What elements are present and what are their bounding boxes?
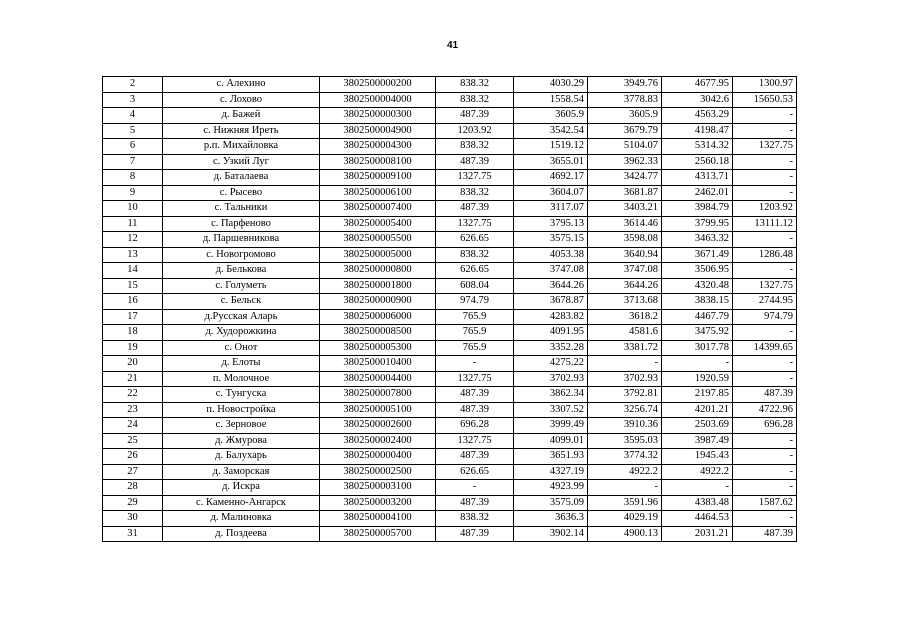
row-number-cell: 4 — [103, 108, 163, 124]
value-col-1-cell: 765.9 — [436, 309, 514, 325]
table-body — [103, 77, 797, 542]
value-col-4-cell: 4383.48 — [662, 495, 733, 511]
settlement-name-cell: д. Бажей — [163, 108, 320, 124]
value-col-5-cell: - — [733, 371, 797, 387]
value-col-2-cell: 3644.26 — [514, 278, 588, 294]
value-col-1-cell: 608.04 — [436, 278, 514, 294]
value-col-4-cell: 3017.78 — [662, 340, 733, 356]
settlement-code-cell: 3802500007800 — [320, 387, 436, 403]
settlement-name-cell: с. Новогромово — [163, 247, 320, 263]
value-col-4-cell: 1945.43 — [662, 449, 733, 465]
table-row — [103, 526, 797, 542]
value-col-5-cell: 1587.62 — [733, 495, 797, 511]
value-col-4-cell: 4313.71 — [662, 170, 733, 186]
settlement-code-cell: 3802500004900 — [320, 123, 436, 139]
table-row — [103, 325, 797, 341]
settlement-name-cell: с. Алехино — [163, 77, 320, 93]
value-col-4-cell: 2462.01 — [662, 185, 733, 201]
settlement-name-cell: с. Тальники — [163, 201, 320, 217]
settlement-code-cell: 3802500003200 — [320, 495, 436, 511]
settlement-name-cell: п. Новостройка — [163, 402, 320, 418]
row-number-cell: 23 — [103, 402, 163, 418]
value-col-4-cell: 5314.32 — [662, 139, 733, 155]
row-number-cell: 11 — [103, 216, 163, 232]
table-row — [103, 216, 797, 232]
settlement-name-cell: р.п. Михайловка — [163, 139, 320, 155]
settlement-name-cell: с. Онот — [163, 340, 320, 356]
row-number-cell: 22 — [103, 387, 163, 403]
value-col-3-cell: - — [588, 356, 662, 372]
table-row — [103, 356, 797, 372]
value-col-1-cell: 487.39 — [436, 387, 514, 403]
row-number-cell: 12 — [103, 232, 163, 248]
value-col-4-cell: 2560.18 — [662, 154, 733, 170]
row-number-cell: 21 — [103, 371, 163, 387]
value-col-2-cell: 3636.3 — [514, 511, 588, 527]
value-col-2-cell: 3999.49 — [514, 418, 588, 434]
table-row — [103, 449, 797, 465]
table-row — [103, 371, 797, 387]
row-number-cell: 14 — [103, 263, 163, 279]
value-col-1-cell: 838.32 — [436, 139, 514, 155]
value-col-4-cell: - — [662, 480, 733, 496]
value-col-5-cell: - — [733, 325, 797, 341]
table-row — [103, 154, 797, 170]
row-number-cell: 15 — [103, 278, 163, 294]
table-row — [103, 387, 797, 403]
value-col-5-cell: 487.39 — [733, 526, 797, 542]
value-col-4-cell: 2503.69 — [662, 418, 733, 434]
table-row — [103, 77, 797, 93]
value-col-3-cell: 3949.76 — [588, 77, 662, 93]
value-col-3-cell: 4922.2 — [588, 464, 662, 480]
settlement-code-cell: 3802500004100 — [320, 511, 436, 527]
value-col-5-cell: 15650.53 — [733, 92, 797, 108]
value-col-1-cell: 1327.75 — [436, 216, 514, 232]
settlement-code-cell: 3802500001800 — [320, 278, 436, 294]
value-col-4-cell: - — [662, 356, 733, 372]
value-col-5-cell: 13111.12 — [733, 216, 797, 232]
settlement-code-cell: 3802500004400 — [320, 371, 436, 387]
value-col-5-cell: 696.28 — [733, 418, 797, 434]
value-col-1-cell: 487.39 — [436, 449, 514, 465]
settlement-name-cell: д. Худорожкина — [163, 325, 320, 341]
value-col-1-cell: 1327.75 — [436, 371, 514, 387]
settlement-code-cell: 3802500004000 — [320, 92, 436, 108]
row-number-cell: 30 — [103, 511, 163, 527]
settlement-name-cell: с. Каменно-Ангарск — [163, 495, 320, 511]
settlement-name-cell: с. Голуметь — [163, 278, 320, 294]
row-number-cell: 31 — [103, 526, 163, 542]
table-row — [103, 418, 797, 434]
value-col-2-cell: 3678.87 — [514, 294, 588, 310]
value-col-1-cell: 838.32 — [436, 185, 514, 201]
page-number: 41 — [446, 40, 459, 51]
value-col-2-cell: 4692.17 — [514, 170, 588, 186]
value-col-1-cell: 487.39 — [436, 402, 514, 418]
table-row — [103, 263, 797, 279]
table-row — [103, 480, 797, 496]
row-number-cell: 18 — [103, 325, 163, 341]
settlement-code-cell: 3802500005000 — [320, 247, 436, 263]
row-number-cell: 29 — [103, 495, 163, 511]
value-col-5-cell: - — [733, 263, 797, 279]
settlement-name-cell: д. Жмурова — [163, 433, 320, 449]
row-number-cell: 25 — [103, 433, 163, 449]
value-col-1-cell: 765.9 — [436, 325, 514, 341]
table-row — [103, 170, 797, 186]
value-col-3-cell: 3605.9 — [588, 108, 662, 124]
value-col-1-cell: 487.39 — [436, 526, 514, 542]
value-col-1-cell: 838.32 — [436, 247, 514, 263]
settlement-code-cell: 3802500006000 — [320, 309, 436, 325]
value-col-2-cell: 3575.09 — [514, 495, 588, 511]
value-col-3-cell: 3792.81 — [588, 387, 662, 403]
value-col-2-cell: 3862.34 — [514, 387, 588, 403]
value-col-3-cell: 3595.03 — [588, 433, 662, 449]
value-col-3-cell: 3778.83 — [588, 92, 662, 108]
settlement-name-cell: с. Зерновое — [163, 418, 320, 434]
settlement-name-cell: д. Заморская — [163, 464, 320, 480]
value-col-3-cell: 3774.32 — [588, 449, 662, 465]
value-col-2-cell: 3542.54 — [514, 123, 588, 139]
table-row — [103, 309, 797, 325]
value-col-4-cell: 4922.2 — [662, 464, 733, 480]
row-number-cell: 24 — [103, 418, 163, 434]
row-number-cell: 6 — [103, 139, 163, 155]
value-col-5-cell: 14399.65 — [733, 340, 797, 356]
value-col-5-cell: 4722.96 — [733, 402, 797, 418]
row-number-cell: 5 — [103, 123, 163, 139]
settlement-code-cell: 3802500000900 — [320, 294, 436, 310]
settlement-name-cell: п. Молочное — [163, 371, 320, 387]
value-col-1-cell: 838.32 — [436, 77, 514, 93]
settlement-code-cell: 3802500010400 — [320, 356, 436, 372]
settlement-name-cell: с. Тунгуска — [163, 387, 320, 403]
row-number-cell: 16 — [103, 294, 163, 310]
settlement-code-cell: 3802500002500 — [320, 464, 436, 480]
value-col-5-cell: - — [733, 511, 797, 527]
value-col-3-cell: 3681.87 — [588, 185, 662, 201]
value-col-4-cell: 3506.95 — [662, 263, 733, 279]
value-col-2-cell: 1519.12 — [514, 139, 588, 155]
settlement-name-cell: д. Елоты — [163, 356, 320, 372]
value-col-2-cell: 4091.95 — [514, 325, 588, 341]
value-col-1-cell: 838.32 — [436, 511, 514, 527]
value-col-1-cell: 487.39 — [436, 154, 514, 170]
value-col-1-cell: 1327.75 — [436, 433, 514, 449]
value-col-4-cell: 3799.95 — [662, 216, 733, 232]
value-col-2-cell: 3902.14 — [514, 526, 588, 542]
value-col-3-cell: 3424.77 — [588, 170, 662, 186]
value-col-3-cell: 3598.08 — [588, 232, 662, 248]
value-col-5-cell: - — [733, 480, 797, 496]
settlement-code-cell: 3802500009100 — [320, 170, 436, 186]
value-col-4-cell: 1920.59 — [662, 371, 733, 387]
row-number-cell: 8 — [103, 170, 163, 186]
table-row — [103, 402, 797, 418]
value-col-1-cell: - — [436, 356, 514, 372]
value-col-4-cell: 4467.79 — [662, 309, 733, 325]
table-row — [103, 185, 797, 201]
value-col-5-cell: 1327.75 — [733, 278, 797, 294]
value-col-3-cell: 3640.94 — [588, 247, 662, 263]
value-col-3-cell: 4029.19 — [588, 511, 662, 527]
table-row — [103, 201, 797, 217]
settlement-code-cell: 3802500003100 — [320, 480, 436, 496]
value-col-4-cell: 3671.49 — [662, 247, 733, 263]
value-col-2-cell: 3655.01 — [514, 154, 588, 170]
table-row — [103, 495, 797, 511]
settlement-name-cell: д. Белькова — [163, 263, 320, 279]
value-col-1-cell: 1327.75 — [436, 170, 514, 186]
settlement-name-cell: с. Рысево — [163, 185, 320, 201]
settlement-name-cell: с. Парфеново — [163, 216, 320, 232]
value-col-3-cell: 4581.6 — [588, 325, 662, 341]
value-col-5-cell: - — [733, 170, 797, 186]
row-number-cell: 26 — [103, 449, 163, 465]
row-number-cell: 27 — [103, 464, 163, 480]
value-col-3-cell: 3403.21 — [588, 201, 662, 217]
value-col-4-cell: 4201.21 — [662, 402, 733, 418]
value-col-5-cell: - — [733, 433, 797, 449]
value-col-3-cell: 3747.08 — [588, 263, 662, 279]
row-number-cell: 3 — [103, 92, 163, 108]
value-col-3-cell: 3910.36 — [588, 418, 662, 434]
value-col-5-cell: 2744.95 — [733, 294, 797, 310]
value-col-1-cell: 974.79 — [436, 294, 514, 310]
value-col-3-cell: 3962.33 — [588, 154, 662, 170]
table-row — [103, 247, 797, 263]
settlement-code-cell: 3802500002400 — [320, 433, 436, 449]
value-col-5-cell: - — [733, 123, 797, 139]
settlement-code-cell: 3802500006100 — [320, 185, 436, 201]
table-row — [103, 278, 797, 294]
value-col-5-cell: - — [733, 449, 797, 465]
settlement-code-cell: 3802500004300 — [320, 139, 436, 155]
table-row — [103, 92, 797, 108]
value-col-1-cell: - — [436, 480, 514, 496]
value-col-5-cell: - — [733, 185, 797, 201]
row-number-cell: 10 — [103, 201, 163, 217]
value-col-5-cell: - — [733, 356, 797, 372]
value-col-4-cell: 2197.85 — [662, 387, 733, 403]
table-row — [103, 232, 797, 248]
table-row — [103, 123, 797, 139]
value-col-1-cell: 487.39 — [436, 495, 514, 511]
settlement-code-cell: 3802500000300 — [320, 108, 436, 124]
settlement-name-cell: с. Узкий Луг — [163, 154, 320, 170]
settlement-name-cell: с. Лохово — [163, 92, 320, 108]
table-row — [103, 433, 797, 449]
value-col-2-cell: 3795.13 — [514, 216, 588, 232]
value-col-5-cell: 1300.97 — [733, 77, 797, 93]
value-col-3-cell: 3713.68 — [588, 294, 662, 310]
value-col-1-cell: 487.39 — [436, 108, 514, 124]
value-col-3-cell: - — [588, 480, 662, 496]
table-row — [103, 108, 797, 124]
value-col-3-cell: 5104.07 — [588, 139, 662, 155]
settlements-table — [102, 76, 797, 542]
value-col-5-cell: 1286.48 — [733, 247, 797, 263]
value-col-4-cell: 3987.49 — [662, 433, 733, 449]
value-col-5-cell: - — [733, 108, 797, 124]
value-col-2-cell: 4053.38 — [514, 247, 588, 263]
settlement-code-cell: 3802500002600 — [320, 418, 436, 434]
value-col-1-cell: 487.39 — [436, 201, 514, 217]
value-col-2-cell: 4327.19 — [514, 464, 588, 480]
value-col-5-cell: - — [733, 464, 797, 480]
value-col-4-cell: 4563.29 — [662, 108, 733, 124]
settlement-code-cell: 3802500008100 — [320, 154, 436, 170]
value-col-2-cell: 3605.9 — [514, 108, 588, 124]
settlement-name-cell: д. Поздеева — [163, 526, 320, 542]
value-col-1-cell: 696.28 — [436, 418, 514, 434]
row-number-cell: 2 — [103, 77, 163, 93]
value-col-5-cell: 1203.92 — [733, 201, 797, 217]
value-col-4-cell: 4320.48 — [662, 278, 733, 294]
value-col-2-cell: 3307.52 — [514, 402, 588, 418]
row-number-cell: 9 — [103, 185, 163, 201]
row-number-cell: 7 — [103, 154, 163, 170]
value-col-3-cell: 3614.46 — [588, 216, 662, 232]
value-col-2-cell: 4099.01 — [514, 433, 588, 449]
value-col-4-cell: 4198.47 — [662, 123, 733, 139]
value-col-2-cell: 3651.93 — [514, 449, 588, 465]
value-col-3-cell: 3644.26 — [588, 278, 662, 294]
value-col-4-cell: 3475.92 — [662, 325, 733, 341]
value-col-5-cell: 487.39 — [733, 387, 797, 403]
value-col-3-cell: 3679.79 — [588, 123, 662, 139]
value-col-2-cell: 3747.08 — [514, 263, 588, 279]
table-row — [103, 340, 797, 356]
value-col-3-cell: 4900.13 — [588, 526, 662, 542]
value-col-3-cell: 3618.2 — [588, 309, 662, 325]
settlement-name-cell: с. Бельск — [163, 294, 320, 310]
value-col-1-cell: 765.9 — [436, 340, 514, 356]
value-col-3-cell: 3702.93 — [588, 371, 662, 387]
settlement-code-cell: 3802500005500 — [320, 232, 436, 248]
value-col-2-cell: 4283.82 — [514, 309, 588, 325]
value-col-2-cell: 3117.07 — [514, 201, 588, 217]
table-row — [103, 511, 797, 527]
value-col-5-cell: 974.79 — [733, 309, 797, 325]
value-col-4-cell: 4677.95 — [662, 77, 733, 93]
settlement-name-cell: д. Искра — [163, 480, 320, 496]
value-col-4-cell: 3463.32 — [662, 232, 733, 248]
settlement-name-cell: д. Балухарь — [163, 449, 320, 465]
settlement-code-cell: 3802500005700 — [320, 526, 436, 542]
value-col-1-cell: 626.65 — [436, 232, 514, 248]
table-row — [103, 139, 797, 155]
settlement-name-cell: с. Нижняя Иреть — [163, 123, 320, 139]
value-col-4-cell: 2031.21 — [662, 526, 733, 542]
settlement-code-cell: 3802500000200 — [320, 77, 436, 93]
value-col-5-cell: 1327.75 — [733, 139, 797, 155]
value-col-2-cell: 3352.28 — [514, 340, 588, 356]
value-col-3-cell: 3591.96 — [588, 495, 662, 511]
value-col-2-cell: 4275.22 — [514, 356, 588, 372]
row-number-cell: 17 — [103, 309, 163, 325]
settlement-code-cell: 3802500007400 — [320, 201, 436, 217]
value-col-1-cell: 626.65 — [436, 263, 514, 279]
settlement-code-cell: 3802500000800 — [320, 263, 436, 279]
settlement-name-cell: д.Русская Аларь — [163, 309, 320, 325]
settlement-name-cell: д. Баталаева — [163, 170, 320, 186]
settlement-code-cell: 3802500005100 — [320, 402, 436, 418]
row-number-cell: 13 — [103, 247, 163, 263]
value-col-5-cell: - — [733, 154, 797, 170]
value-col-1-cell: 838.32 — [436, 92, 514, 108]
value-col-3-cell: 3381.72 — [588, 340, 662, 356]
settlement-code-cell: 3802500000400 — [320, 449, 436, 465]
row-number-cell: 28 — [103, 480, 163, 496]
value-col-2-cell: 3604.07 — [514, 185, 588, 201]
settlement-code-cell: 3802500005400 — [320, 216, 436, 232]
settlement-name-cell: д. Малиновка — [163, 511, 320, 527]
settlement-code-cell: 3802500005300 — [320, 340, 436, 356]
value-col-2-cell: 3575.15 — [514, 232, 588, 248]
value-col-2-cell: 1558.54 — [514, 92, 588, 108]
row-number-cell: 20 — [103, 356, 163, 372]
value-col-2-cell: 3702.93 — [514, 371, 588, 387]
value-col-4-cell: 4464.53 — [662, 511, 733, 527]
value-col-5-cell: - — [733, 232, 797, 248]
value-col-1-cell: 626.65 — [436, 464, 514, 480]
value-col-3-cell: 3256.74 — [588, 402, 662, 418]
settlement-code-cell: 3802500008500 — [320, 325, 436, 341]
table-row — [103, 464, 797, 480]
value-col-4-cell: 3984.79 — [662, 201, 733, 217]
settlement-name-cell: д. Паршевникова — [163, 232, 320, 248]
value-col-2-cell: 4030.29 — [514, 77, 588, 93]
value-col-4-cell: 3042.6 — [662, 92, 733, 108]
value-col-4-cell: 3838.15 — [662, 294, 733, 310]
table-row — [103, 294, 797, 310]
value-col-2-cell: 4923.99 — [514, 480, 588, 496]
value-col-1-cell: 1203.92 — [436, 123, 514, 139]
row-number-cell: 19 — [103, 340, 163, 356]
